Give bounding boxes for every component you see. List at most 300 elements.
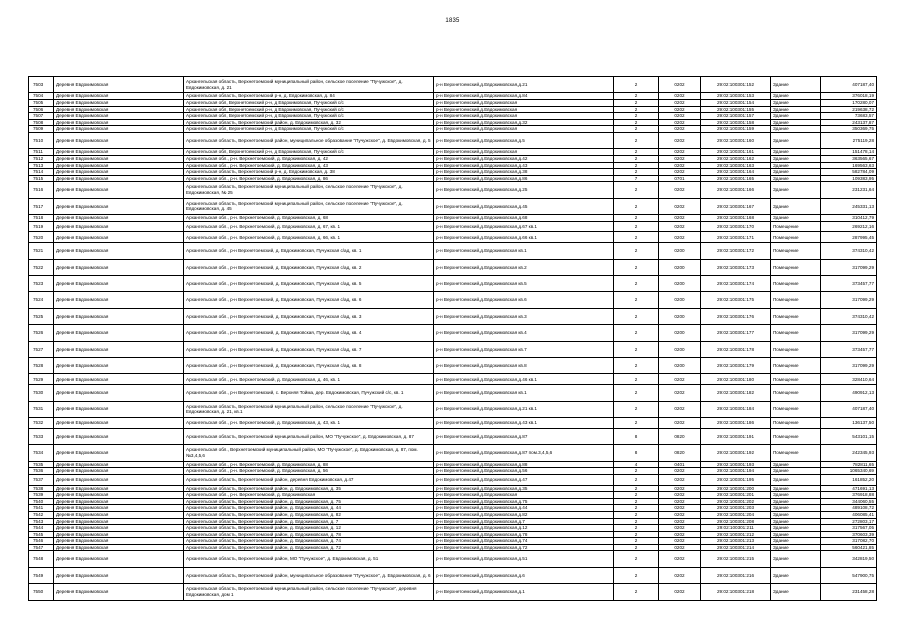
object-type: Здание <box>771 584 821 600</box>
cadastral-number: 29:02:100301:154 <box>701 99 771 106</box>
category-digit: 2 <box>614 308 659 324</box>
type-code: 0200 <box>659 341 701 357</box>
object-type: Здание <box>771 93 821 100</box>
row-number: 7531 <box>29 401 54 417</box>
type-code: 0202 <box>659 221 701 232</box>
short-location: р-н Верхнетоемский,д.Евдокимовская,д.42 <box>434 155 614 162</box>
short-location: р-н Верхнетоемский,д.Евдокимовская,д.78 <box>434 531 614 538</box>
cadastral-number: 29:02:100301:170 <box>701 221 771 232</box>
cadastral-value: 73683,57 <box>821 113 877 120</box>
type-code: 0200 <box>659 358 701 374</box>
cadastral-number: 29:02:100301:182 <box>701 385 771 401</box>
category-digit: 2 <box>614 505 659 512</box>
table-row <box>29 243 877 259</box>
full-address: Архангельская обл., р-н. Верхнетоемский, д. Евдокимовская, д. 56 <box>184 468 434 475</box>
table-row <box>29 511 877 518</box>
row-number: 7539 <box>29 492 54 499</box>
object-type: Здание <box>771 511 821 518</box>
cadastral-value: 242345,93 <box>821 445 877 461</box>
short-location: р-н Верхнетоемский,д.Евдокимовская,д.25 <box>434 182 614 198</box>
full-address: Архангельская обл., р-н. Верхнетоемский, д. Евдокимовская, д. 68 <box>184 215 434 222</box>
cadastral-value: 373457,77 <box>821 341 877 357</box>
type-code: 0202 <box>659 505 701 512</box>
short-location: р-н Верхнетоемский,д.Евдокимовская кв.4 <box>434 325 614 341</box>
registry-table <box>28 76 877 601</box>
table-row <box>29 474 877 485</box>
cadastral-number: 29:02:100301:160 <box>701 132 771 148</box>
type-code: 0202 <box>659 198 701 214</box>
table-row <box>29 77 877 93</box>
table-row <box>29 385 877 401</box>
full-address: Архангельская обл., р-н Верхнетоемский, д. Евдокимовская, Пучужская с/ад, кв. 7 <box>184 341 434 357</box>
cadastral-value: 376918,88 <box>821 492 877 499</box>
short-location: р-н Верхнетоемский,д.Евдокимовская,д.12 <box>434 525 614 532</box>
row-number: 7528 <box>29 358 54 374</box>
short-location: р-н Верхнетоемский,д.Евдокимовская,д.43 <box>434 162 614 169</box>
full-address: Архангельская область, Верхнетоемский район, д. Евдокимовская, д. 35 <box>184 485 434 492</box>
full-address: Архангельская обл., р-н Верхнетоемский, д. Евдокимовская, Пучужская с/ад, кв. 2 <box>184 259 434 275</box>
cadastral-value: 269212,16 <box>821 221 877 232</box>
category-digit: 2 <box>614 511 659 518</box>
category-digit: 2 <box>614 374 659 385</box>
cadastral-number: 29:02:100301:218 <box>701 584 771 600</box>
full-address: Архангельская обл., р-н Верхнетоемский, д. Евдокимовская, Пучужская с/ад, кв. 5 <box>184 276 434 292</box>
row-number: 7538 <box>29 485 54 492</box>
table-row <box>29 198 877 214</box>
cadastral-value: 782811,65 <box>821 461 877 468</box>
settlement-name: Деревня Евдокимовская <box>54 243 184 259</box>
settlement-name: Деревня Евдокимовская <box>54 538 184 545</box>
cadastral-value: 317567,05 <box>821 525 877 532</box>
object-type: Здание <box>771 531 821 538</box>
cadastral-number: 29:02:100301:194 <box>701 468 771 475</box>
full-address: Архангельская область, Верхнетоемский муниципальный район, сельское поселение "Пучужское", д. Евдокимовская, № 25 <box>184 182 434 198</box>
row-number: 7530 <box>29 385 54 401</box>
cadastral-number: 29:02:100301:171 <box>701 232 771 243</box>
object-type: Здание <box>771 162 821 169</box>
settlement-name: Деревня Евдокимовская <box>54 259 184 275</box>
cadastral-number: 29:02:100301:164 <box>701 169 771 176</box>
settlement-name: Деревня Евдокимовская <box>54 292 184 308</box>
category-digit: 2 <box>614 221 659 232</box>
cadastral-value: 582784,09 <box>821 169 877 176</box>
type-code: 0202 <box>659 525 701 532</box>
cadastral-number: 29:02:100301:203 <box>701 505 771 512</box>
row-number: 7524 <box>29 292 54 308</box>
table-row <box>29 113 877 120</box>
table-row <box>29 106 877 113</box>
short-location: р-н Верхнетоемский,д.Евдокимовская,д.7 <box>434 518 614 525</box>
row-number: 7503 <box>29 77 54 93</box>
category-digit: 2 <box>614 498 659 505</box>
short-location: р-н Верхнетоемский,д.Евдокимовская,д.82 <box>434 511 614 518</box>
object-type: Здание <box>771 551 821 567</box>
object-type: Здание <box>771 132 821 148</box>
type-code: 0202 <box>659 113 701 120</box>
object-type: Помещение <box>771 358 821 374</box>
object-type: Здание <box>771 567 821 583</box>
cadastral-value: 287995,45 <box>821 232 877 243</box>
type-code: 0202 <box>659 149 701 156</box>
type-code: 0202 <box>659 77 701 93</box>
table-row <box>29 93 877 100</box>
type-code: 0202 <box>659 474 701 485</box>
category-digit: 2 <box>614 292 659 308</box>
type-code: 0200 <box>659 259 701 275</box>
type-code: 0202 <box>659 544 701 551</box>
full-address: Архангельская обл, Верхнетоемский р-н, д Евдокимовская, Пучужский с/с <box>184 113 434 120</box>
full-address: Архангельская обл., р-н. Верхнетоемский, д. Евдокимовская, д. 42 <box>184 155 434 162</box>
row-number: 7536 <box>29 468 54 475</box>
type-code: 0202 <box>659 169 701 176</box>
table-row <box>29 492 877 499</box>
row-number: 7525 <box>29 308 54 324</box>
object-type: Помещение <box>771 374 821 385</box>
settlement-name: Деревня Евдокимовская <box>54 325 184 341</box>
category-digit: 2 <box>614 132 659 148</box>
type-code: 0202 <box>659 93 701 100</box>
category-digit: 2 <box>614 259 659 275</box>
category-digit: 2 <box>614 99 659 106</box>
object-type: Здание <box>771 113 821 120</box>
category-digit: 2 <box>614 119 659 126</box>
settlement-name: Деревня Евдокимовская <box>54 374 184 385</box>
row-number: 7540 <box>29 498 54 505</box>
short-location: р-н Верхнетоемский,д.Евдокимовская,д.87 <box>434 428 614 444</box>
table-row <box>29 341 877 357</box>
settlement-name: Деревня Евдокимовская <box>54 93 184 100</box>
full-address: Архангельская обл., р-н. Верхнетоемский, д. Евдокимовская, д. 88 <box>184 461 434 468</box>
row-number: 7511 <box>29 149 54 156</box>
category-digit: 2 <box>614 468 659 475</box>
type-code: 0202 <box>659 417 701 428</box>
settlement-name: Деревня Евдокимовская <box>54 175 184 182</box>
cadastral-number: 29:02:100301:184 <box>701 401 771 417</box>
settlement-name: Деревня Евдокимовская <box>54 162 184 169</box>
category-digit: 2 <box>614 155 659 162</box>
full-address: Архангельская область, Верхнетоемский муниципальный район, МО "Пучужское", д. Евдокимовская, д. 87 <box>184 428 434 444</box>
type-code: 0202 <box>659 132 701 148</box>
category-digit: 2 <box>614 93 659 100</box>
cadastral-number: 29:02:100301:162 <box>701 155 771 162</box>
cadastral-number: 29:02:100301:180 <box>701 374 771 385</box>
settlement-name: Деревня Евдокимовская <box>54 551 184 567</box>
category-digit: 2 <box>614 149 659 156</box>
object-type: Здание <box>771 169 821 176</box>
row-number: 7532 <box>29 417 54 428</box>
type-code: 0202 <box>659 232 701 243</box>
table-row <box>29 99 877 106</box>
type-code: 0202 <box>659 155 701 162</box>
cadastral-number: 29:02:100301:186 <box>701 417 771 428</box>
cadastral-number: 29:02:100301:200 <box>701 485 771 492</box>
table-row <box>29 182 877 198</box>
full-address: Архангельская обл., р-н Верхнетоемский, д. Евдокимовская, Пучужская с/ад, кв. 8 <box>184 358 434 374</box>
type-code: 0202 <box>659 385 701 401</box>
cadastral-value: 374310,42 <box>821 243 877 259</box>
settlement-name: Деревня Евдокимовская <box>54 169 184 176</box>
cadastral-number: 29:02:100301:172 <box>701 243 771 259</box>
settlement-name: Деревня Евдокимовская <box>54 461 184 468</box>
settlement-name: Деревня Евдокимовская <box>54 155 184 162</box>
full-address: Архангельская область, Верхнетоемский район, д. Евдокимовская, д. 74 <box>184 538 434 545</box>
full-address: Архангельская область, Верхнетоемский муниципальный район, сельское поселение "Пучужское", д. Евдокимовская, д. 21 <box>184 77 434 93</box>
short-location: р-н Верхнетоемский,д.Евдокимовская,д.75 <box>434 498 614 505</box>
full-address: Архангельская обл., р-н Верхнетоемский, д. Евдокимовская, Пучужская с/ад, кв. 6 <box>184 292 434 308</box>
category-digit: 2 <box>614 276 659 292</box>
cadastral-number: 29:02:100301:178 <box>701 341 771 357</box>
row-number: 7518 <box>29 215 54 222</box>
table-row <box>29 428 877 444</box>
cadastral-value: 317099,29 <box>821 325 877 341</box>
object-type: Здание <box>771 498 821 505</box>
object-type: Здание <box>771 99 821 106</box>
table-row <box>29 175 877 182</box>
row-number: 7512 <box>29 155 54 162</box>
object-type: Помещение <box>771 243 821 259</box>
type-code: 0202 <box>659 126 701 133</box>
object-type: Здание <box>771 492 821 499</box>
full-address: Архангельская область, Верхнетоемский район, муниципальное образование "Пучужское", д. Евдокимовская, д. 5 <box>184 132 434 148</box>
category-digit: 2 <box>614 485 659 492</box>
cadastral-value: 490912,13 <box>821 385 877 401</box>
category-digit: 2 <box>614 551 659 567</box>
row-number: 7522 <box>29 259 54 275</box>
cadastral-number: 29:02:100301:159 <box>701 126 771 133</box>
cadastral-number: 29:02:100301:193 <box>701 461 771 468</box>
cadastral-value: 317099,29 <box>821 292 877 308</box>
cadastral-value: 245331,13 <box>821 198 877 214</box>
cadastral-value: 317082,70 <box>821 538 877 545</box>
object-type: Помещение <box>771 428 821 444</box>
row-number: 7526 <box>29 325 54 341</box>
cadastral-number: 29:02:100301:176 <box>701 308 771 324</box>
short-location: р-н Верхнетоемский,д.Евдокимовская,д.66 кв.1 <box>434 232 614 243</box>
cadastral-number: 29:02:100301:204 <box>701 511 771 518</box>
table-row <box>29 169 877 176</box>
category-digit: 2 <box>614 401 659 417</box>
cadastral-value: 310412,79 <box>821 215 877 222</box>
row-number: 7535 <box>29 461 54 468</box>
object-type: Здание <box>771 126 821 133</box>
cadastral-number: 29:02:100301:153 <box>701 93 771 100</box>
short-location: р-н Верхнетоемский,д.Евдокимовская,д.21 кв.1 <box>434 401 614 417</box>
settlement-name: Деревня Евдокимовская <box>54 584 184 600</box>
settlement-name: Деревня Евдокимовская <box>54 308 184 324</box>
cadastral-value: 407187,40 <box>821 77 877 93</box>
table-row <box>29 468 877 475</box>
full-address: Архангельская область, Верхнетоемский муниципальный район, сельское поселение "Пучужское", д. Евдокимовская, д. 45 <box>184 198 434 214</box>
settlement-name: Деревня Евдокимовская <box>54 518 184 525</box>
category-digit: 2 <box>614 567 659 583</box>
settlement-name: Деревня Евдокимовская <box>54 126 184 133</box>
category-digit: 2 <box>614 126 659 133</box>
cadastral-number: 29:02:100301:214 <box>701 544 771 551</box>
full-address: Архангельская обл, Верхнетоемский р-н, д Евдокимовская, Пучужский с/с <box>184 99 434 106</box>
category-digit: 2 <box>614 385 659 401</box>
category-digit: 2 <box>614 492 659 499</box>
short-location: р-н Верхнетоемский,д.Евдокимовская кв.5 <box>434 276 614 292</box>
cadastral-number: 29:02:100301:202 <box>701 498 771 505</box>
settlement-name: Деревня Евдокимовская <box>54 106 184 113</box>
cadastral-value: 275119,28 <box>821 132 877 148</box>
type-code: 0202 <box>659 518 701 525</box>
registry-body <box>29 77 877 601</box>
table-row <box>29 119 877 126</box>
object-type: Здание <box>771 175 821 182</box>
cadastral-number: 29:02:100301:158 <box>701 119 771 126</box>
full-address: Архангельская область, Верхнетоемский муниципальный район, сельское поселение "Пучужское", д. Евдокимовская, д. 21, кв.1 <box>184 401 434 417</box>
table-row <box>29 567 877 583</box>
table-row <box>29 505 877 512</box>
row-number: 7542 <box>29 511 54 518</box>
row-number: 7550 <box>29 584 54 600</box>
category-digit: 2 <box>614 106 659 113</box>
cadastral-value: 161852,20 <box>821 474 877 485</box>
row-number: 7507 <box>29 113 54 120</box>
table-row <box>29 417 877 428</box>
table-row <box>29 525 877 532</box>
short-location: р-н Верхнетоемский,д.Евдокимовская,д.44 <box>434 505 614 512</box>
type-code: 0202 <box>659 492 701 499</box>
settlement-name: Деревня Евдокимовская <box>54 498 184 505</box>
row-number: 7509 <box>29 126 54 133</box>
cadastral-value: 317099,29 <box>821 358 877 374</box>
table-row <box>29 551 877 567</box>
settlement-name: Деревня Евдокимовская <box>54 221 184 232</box>
settlement-name: Деревня Евдокимовская <box>54 468 184 475</box>
type-code: 0202 <box>659 99 701 106</box>
table-row <box>29 276 877 292</box>
full-address: Архангельская область, Верхнетоемский р-н, д. Евдокимовская, д. 38 <box>184 169 434 176</box>
category-digit: 2 <box>614 182 659 198</box>
full-address: Архангельская обл, Верхнетоемский р-н, д Евдокимовская, Пучужский с/с <box>184 106 434 113</box>
settlement-name: Деревня Евдокимовская <box>54 401 184 417</box>
table-row <box>29 544 877 551</box>
table-row <box>29 215 877 222</box>
object-type: Здание <box>771 155 821 162</box>
category-digit: 2 <box>614 113 659 120</box>
short-location: р-н Верхнетоемский,д.Евдокимовская,д.5 <box>434 132 614 148</box>
cadastral-number: 29:02:100301:155 <box>701 106 771 113</box>
table-row <box>29 232 877 243</box>
settlement-name: Деревня Евдокимовская <box>54 215 184 222</box>
short-location: р-н Верхнетоемский,д.Евдокимовская <box>434 113 614 120</box>
cadastral-value: 243137,87 <box>821 119 877 126</box>
cadastral-number: 29:02:100301:211 <box>701 525 771 532</box>
cadastral-value: 272803,17 <box>821 518 877 525</box>
table-row <box>29 518 877 525</box>
object-type: Здание <box>771 149 821 156</box>
category-digit: 2 <box>614 215 659 222</box>
category-digit: 8 <box>614 445 659 461</box>
cadastral-value: 560421,85 <box>821 544 877 551</box>
cadastral-value: 406085,41 <box>821 511 877 518</box>
category-digit: 2 <box>614 243 659 259</box>
short-location: р-н Верхнетоемский,д.Евдокимовская <box>434 126 614 133</box>
table-row <box>29 401 877 417</box>
type-code: 0202 <box>659 531 701 538</box>
settlement-name: Деревня Евдокимовская <box>54 492 184 499</box>
table-row <box>29 461 877 468</box>
full-address: Архангельская обл., р-н. Верхнетоемский, д. Евдокимовская, д. 66, кв. 1 <box>184 232 434 243</box>
type-code: 0202 <box>659 567 701 583</box>
type-code: 0202 <box>659 106 701 113</box>
cadastral-value: 363565,67 <box>821 155 877 162</box>
type-code: 0701 <box>659 175 701 182</box>
short-location: р-н Верхнетоемский,д.Евдокимовская,д.88 <box>434 461 614 468</box>
settlement-name: Деревня Евдокимовская <box>54 182 184 198</box>
short-location: р-н Верхнетоемский,д.Евдокимовская,д.1 <box>434 584 614 600</box>
category-digit: 2 <box>614 518 659 525</box>
category-digit: 2 <box>614 169 659 176</box>
category-digit: 2 <box>614 77 659 93</box>
row-number: 7505 <box>29 99 54 106</box>
cadastral-value: 342819,50 <box>821 551 877 567</box>
cadastral-number: 29:02:100301:191 <box>701 428 771 444</box>
full-address: Архангельская область, Верхнетоемский район, д. Евдокимовская, д. 12 <box>184 525 434 532</box>
short-location: р-н Верхнетоемский,д.Евдокимовская,д.6 <box>434 567 614 583</box>
short-location: р-н Верхнетоемский,д.Евдокимовская,д.46 кв.1 <box>434 374 614 385</box>
object-type: Здание <box>771 182 821 198</box>
table-row <box>29 132 877 148</box>
settlement-name: Деревня Евдокимовская <box>54 341 184 357</box>
category-digit: 7 <box>614 175 659 182</box>
category-digit: 2 <box>614 341 659 357</box>
cadastral-number: 29:02:100301:165 <box>701 175 771 182</box>
type-code: 0202 <box>659 468 701 475</box>
row-number: 7544 <box>29 525 54 532</box>
row-number: 7504 <box>29 93 54 100</box>
object-type: Здание <box>771 119 821 126</box>
full-address: Архангельская обл., р-н. Верхнетоемский, д. Евдокимовская, д. 86 <box>184 175 434 182</box>
type-code: 0202 <box>659 584 701 600</box>
object-type: Помещение <box>771 401 821 417</box>
type-code: 0200 <box>659 308 701 324</box>
settlement-name: Деревня Евдокимовская <box>54 417 184 428</box>
cadastral-value: 471691,13 <box>821 485 877 492</box>
row-number: 7545 <box>29 531 54 538</box>
settlement-name: Деревня Евдокимовская <box>54 385 184 401</box>
settlement-name: Деревня Евдокимовская <box>54 485 184 492</box>
cadastral-number: 29:02:100301:195 <box>701 474 771 485</box>
table-row <box>29 498 877 505</box>
cadastral-value: 374310,42 <box>821 308 877 324</box>
short-location: р-н Верхнетоемский,д.Евдокимовская,д.32 <box>434 119 614 126</box>
cadastral-value: 489108,72 <box>821 505 877 512</box>
table-row <box>29 155 877 162</box>
category-digit: 2 <box>614 358 659 374</box>
row-number: 7534 <box>29 445 54 461</box>
object-type: Помещение <box>771 292 821 308</box>
table-row <box>29 538 877 545</box>
full-address: Архангельская обл., Верхнетоемский муниципальный район, МО "Пучужское", д. Евдокимовская, д. 87, пом. №3,4,5,6 <box>184 445 434 461</box>
full-address: Архангельская область, Верхнетоемский район, д. Евдокимовская, д. 72 <box>184 544 434 551</box>
full-address: Архангельская обл., р-н Верхнетоемский, с. Верхняя Тойма, дер. Евдокимовская, Пучужский с/с, кв. 1 <box>184 385 434 401</box>
cadastral-value: 350369,75 <box>821 126 877 133</box>
full-address: Архангельская обл., р-н Верхнетоемский, д. Евдокимовская, Пучужская с/ад, кв. 3 <box>184 308 434 324</box>
cadastral-value: 1065340,69 <box>821 468 877 475</box>
table-row <box>29 221 877 232</box>
row-number: 7543 <box>29 518 54 525</box>
cadastral-value: 547900,75 <box>821 567 877 583</box>
type-code: 0401 <box>659 461 701 468</box>
table-row <box>29 584 877 600</box>
full-address: Архангельская область, Верхнетоемский район, д. Евдокимовская, д. 32 <box>184 119 434 126</box>
type-code: 0820 <box>659 428 701 444</box>
category-digit: 2 <box>614 417 659 428</box>
page-number: 1835 <box>445 18 460 24</box>
